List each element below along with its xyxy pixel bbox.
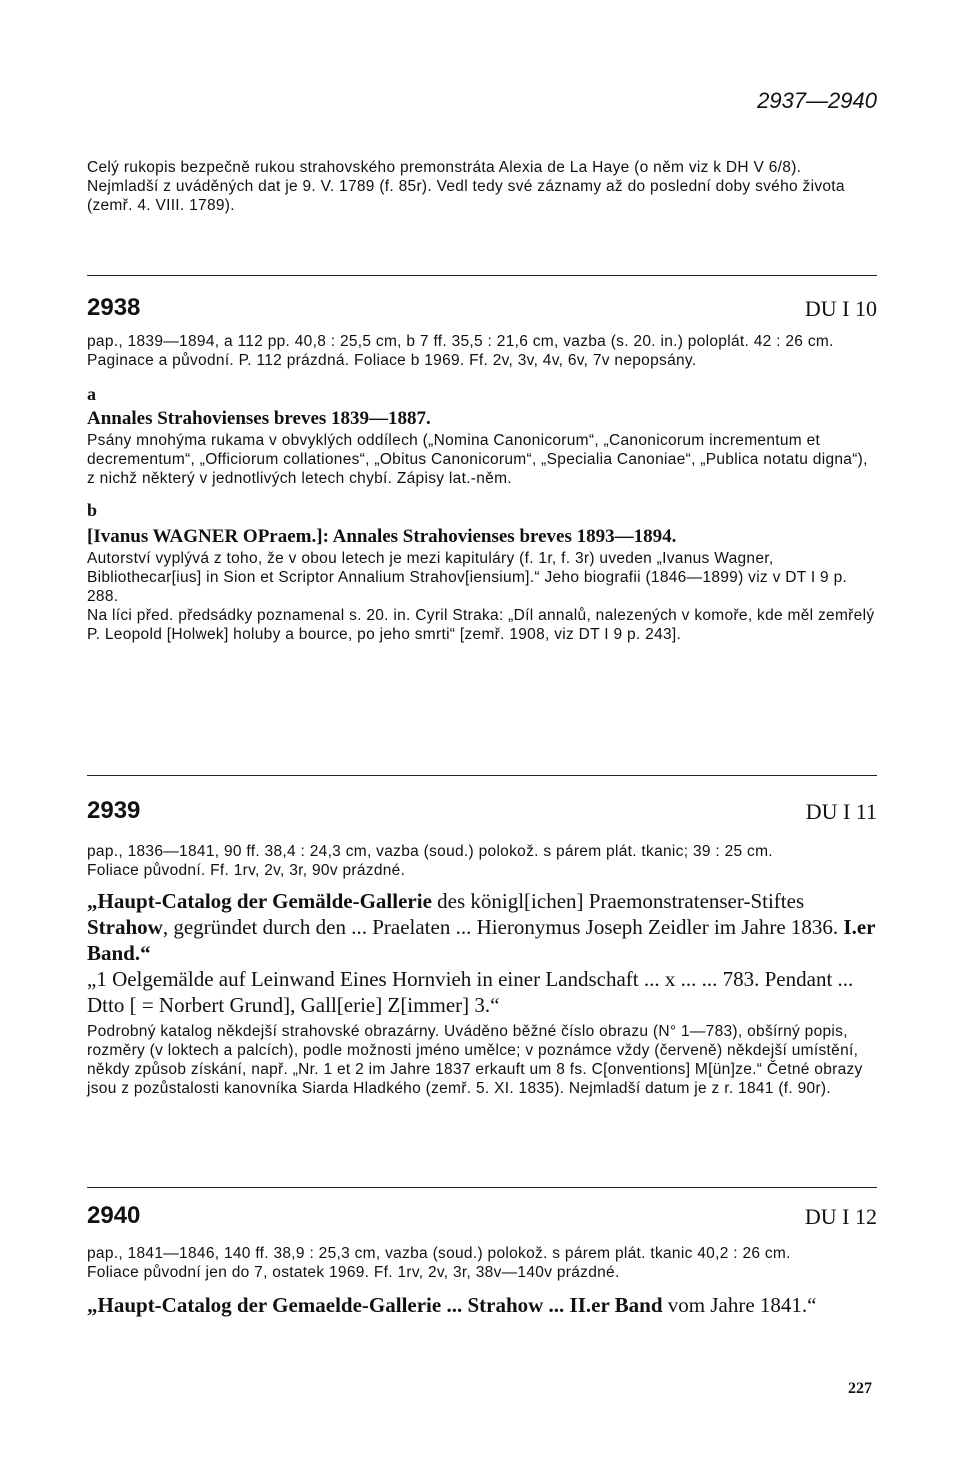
title-text: des königl[ichen] Praemonstratenser-Stiftes bbox=[431, 889, 805, 913]
foliation-note: Paginace a původní. P. 112 prázdná. Foliace b 1969. Ff. 2v, 3v, 4v, 6v, 7v nepopsány. bbox=[87, 352, 697, 369]
part-title: [Ivanus WAGNER OPraem.]: Annales Strahovienses breves 1893—1894. bbox=[87, 526, 677, 547]
physical-description: pap., 1839—1894, a 112 pp. 40,8 : 25,5 cm, b 7 ff. 35,5 : 21,6 cm, vazba (s. 20. in.) poloplát. 42 : 26 cm. bbox=[87, 333, 834, 350]
entry-number: 2939 bbox=[87, 797, 141, 824]
entry-number: 2940 bbox=[87, 1202, 141, 1229]
title-bold: „Haupt-Catalog der Gemaelde-Gallerie ... Strahow ... II.er Band bbox=[87, 1293, 663, 1317]
entry-number: 2938 bbox=[87, 294, 141, 321]
shelfmark: DU I 12 bbox=[804, 1204, 877, 1229]
title-bold: I.er Band.“ bbox=[87, 915, 876, 965]
shelfmark: DU I 10 bbox=[804, 296, 877, 321]
entry-header-2940 bbox=[87, 1200, 877, 1230]
foliation-note: Foliace původní. Ff. 1rv, 2v, 3r, 90v prázdné. bbox=[87, 862, 406, 879]
entry-header-2939 bbox=[87, 795, 877, 825]
physical-description: pap., 1841—1846, 140 ff. 38,9 : 25,3 cm, vazba (soud.) polokož. s párem plát. tkanic 40,2 : 26 cm. bbox=[87, 1245, 791, 1262]
entry-header-2938 bbox=[87, 292, 877, 322]
manuscript-title bbox=[87, 888, 877, 966]
incipit: „1 Oelgemälde auf Leinwand Eines Hornvieh in einer Landschaft ... x ... ... 783. Pendant ... Dtto [ = Norbert Grund], Gall[erie] Z[immer] 3.“ bbox=[87, 967, 854, 1017]
page-number: 227 bbox=[848, 1380, 872, 1397]
part-letter: b bbox=[87, 500, 98, 520]
title-text: , gegründet durch den ... Praelaten ... Hieronymus Joseph Zeidler im Jahre 1836. bbox=[162, 915, 844, 939]
title-bold: Strahow bbox=[87, 915, 163, 939]
part-letter: a bbox=[87, 384, 96, 404]
entry-body-2939 bbox=[87, 842, 877, 1098]
running-head: 2937—2940 bbox=[757, 88, 877, 113]
entry-body-2940 bbox=[87, 1244, 877, 1318]
title-bold: „Haupt-Catalog der Gemälde-Gallerie bbox=[87, 889, 432, 913]
entry-body-2938 bbox=[87, 332, 877, 644]
title-text: vom Jahre 1841.“ bbox=[662, 1293, 817, 1317]
foliation-note: Foliace původní jen do 7, ostatek 1969. Ff. 1rv, 2v, 3r, 38v—140v prázdné. bbox=[87, 1264, 620, 1281]
intro-paragraph bbox=[87, 158, 877, 215]
part-note: Na líci před. předsádky poznamenal s. 20. in. Cyril Straka: „Díl annalů, nalezených v komoře, kde měl zemřelý P. Leopold [Holwek] holuby a bource, po jeho smrti“ [zemř. 1908, viz DT I 9 p. 243]. bbox=[87, 607, 875, 643]
divider bbox=[87, 775, 877, 776]
divider bbox=[87, 1187, 877, 1188]
content-description: Podrobný katalog někdejší strahovské obrazárny. Uváděno běžné číslo obrazu (N° 1—783), obšírný popis, rozměry (v loktech a palcích), podle možnosti jméno umělce; v poznámce vždy (červeně) někdejší umístění, někdy způsob získání, např. „Nr. 1 et 2 im Jahre 1837 erkauft um 8 fs. C[onventions] M[ün]ze.“ Četné obrazy jsou z pozůstalosti kanovníka Siarda Hladkého (zemř. 5. XI. 1835). Nejmladší datum je z r. 1841 (f. 90r). bbox=[87, 1023, 863, 1097]
intro-text: Celý rukopis bezpečně rukou strahovského premonstráta Alexia de La Haye (o něm viz k DH V 6/8). Nejmladší z uváděných dat je 9. V. 1789 (f. 85r). Vedl tedy své záznamy až do poslední doby svého života (zemř. 4. VIII. 1789). bbox=[87, 159, 845, 214]
part-title: Annales Strahovienses breves 1839—1887. bbox=[87, 408, 431, 429]
shelfmark: DU I 11 bbox=[805, 799, 877, 824]
part-description: Psány mnohýma rukama v obvyklých oddílech („Nomina Canonicorum“, „Canonicorum incrementum et decrementum“, „Officiorum collationes“, „Obitus Canonicorum“, „Specialia Canoniae“, „Publica notatu digna“), z nichž některý v jednotlivých letech chybí. Zápisy lat.-něm. bbox=[87, 432, 868, 487]
manuscript-title bbox=[87, 1292, 877, 1318]
physical-description: pap., 1836—1841, 90 ff. 38,4 : 24,3 cm, vazba (soud.) polokož. s párem plát. tkanic; 39 : 25 cm. bbox=[87, 843, 773, 860]
part-description: Autorství vyplývá z toho, že v obou letech je mezi kapituláry (f. 1r, f. 3r) uveden „Ivanus Wagner, Bibliothecar[ius] in Sion et Scriptor Annalium Strahov[iensium].“ Jeho biografii (1846—1899) viz v DT I 9 p. 288. bbox=[87, 550, 848, 605]
divider bbox=[87, 275, 877, 276]
